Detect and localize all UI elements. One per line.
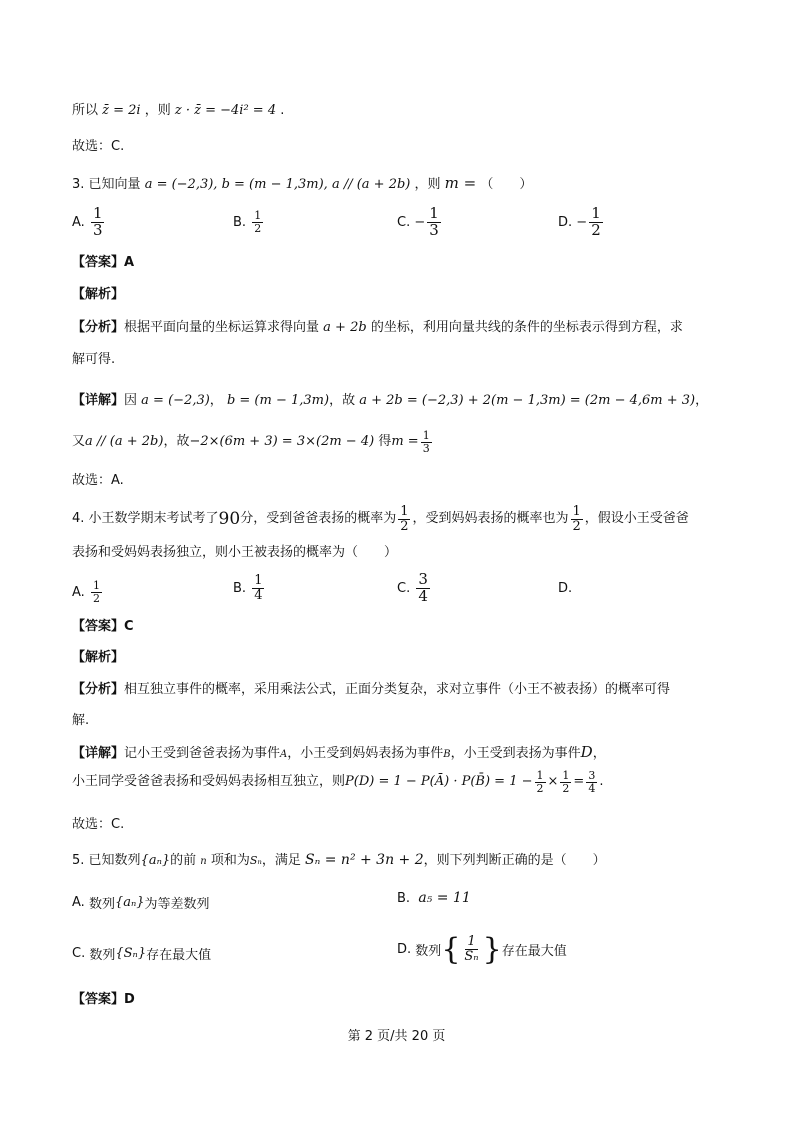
- fraction: [586, 770, 597, 794]
- text: ，小王受到表扬为事件: [450, 746, 581, 761]
- text: ，受到妈妈表扬的概率也为: [412, 511, 569, 527]
- option-label: A.: [72, 214, 85, 230]
- numerator: 1: [591, 204, 601, 222]
- math-expr: P(D) = 1 − P(Ā) · P(B̄) = 1 −: [345, 774, 533, 790]
- numerator: 1: [254, 573, 263, 588]
- math-expr: a = (−2,3): [141, 393, 210, 408]
- numerator: 1: [92, 579, 100, 592]
- option-label: C.: [72, 946, 86, 961]
- q3-xiangjie-line-2: [72, 430, 733, 454]
- math-expr: Sₙ = n² + 3n + 2: [305, 852, 424, 868]
- option-label: C.: [397, 214, 411, 230]
- numerator: 3: [588, 769, 596, 782]
- option-label: B.: [233, 580, 247, 596]
- q3-option-b: [233, 210, 265, 234]
- q3-analysis-head: 【解析】: [72, 287, 125, 302]
- text: ，: [695, 393, 709, 408]
- numerator: 1: [92, 204, 103, 222]
- fraction: [398, 505, 410, 533]
- q4-stem-line-1: [72, 505, 733, 533]
- text: 4. 小王数学期末考试考了: [72, 511, 219, 527]
- solution-line-1: [72, 101, 733, 121]
- numerator: 1: [536, 769, 544, 782]
- math-expr: a₅ = 11: [418, 890, 471, 906]
- math-expr: a + 2b: [323, 320, 367, 335]
- fraction: [560, 770, 571, 794]
- section-tag: 【详解】: [72, 393, 125, 408]
- q3-stem: [72, 173, 733, 195]
- fraction: [571, 505, 583, 533]
- denominator: 2: [536, 781, 544, 795]
- text: ，满足: [261, 853, 301, 868]
- fraction: [589, 206, 603, 239]
- q4-option-a: [72, 580, 104, 604]
- math-expr: z̄ = 2i: [102, 103, 141, 118]
- text: 存在最大值: [501, 944, 567, 959]
- text: 存在最大值: [146, 948, 212, 963]
- numerator: 1: [400, 504, 409, 519]
- option-label: C.: [397, 580, 411, 596]
- q4-stem-line-2: 表扬和受妈妈表扬独立，则小王被表扬的概率为（ ）: [72, 545, 398, 560]
- fraction: [252, 574, 264, 602]
- numerator: 1: [572, 504, 581, 519]
- q3-fenxi-line-2: 解可得.: [72, 352, 116, 367]
- text: .: [280, 103, 285, 118]
- text: 数列: [88, 897, 115, 912]
- q4-choose: 故选：C.: [72, 817, 125, 832]
- sign: −: [576, 214, 588, 230]
- text: 项和为: [210, 853, 250, 868]
- denominator: 3: [92, 220, 103, 239]
- numerator: 1: [467, 934, 476, 950]
- section-tag: 【分析】: [72, 320, 125, 335]
- choose-line: 故选：C.: [72, 139, 125, 154]
- q3-option-d: [558, 206, 605, 239]
- q4-option-c: [397, 572, 432, 605]
- text: ，小王受到妈妈表扬为事件: [287, 746, 444, 761]
- option-label: D.: [558, 581, 573, 596]
- text: 因: [124, 393, 138, 408]
- text: 3. 已知向量: [72, 177, 141, 192]
- sign: −: [414, 214, 426, 230]
- q3-option-a: [72, 206, 106, 239]
- fraction: [416, 572, 430, 605]
- text: 数列: [89, 948, 116, 963]
- denominator: Sₙ: [464, 949, 479, 964]
- denominator: 4: [588, 781, 596, 795]
- math-expr: b = (m − 1,3m): [226, 393, 330, 408]
- math-expr: a + 2b = (−2,3) + 2(m − 1,3m) = (2m − 4,6m + 3): [359, 393, 696, 408]
- math-var: n: [200, 856, 207, 867]
- q3-option-c: [397, 206, 443, 239]
- section-tag: 【详解】: [72, 746, 125, 761]
- fraction: [252, 210, 263, 234]
- option-label: B.: [233, 214, 247, 230]
- math-expr: a // (a + 2b): [85, 434, 164, 450]
- denominator: 4: [418, 586, 428, 605]
- q5-option-b: [397, 890, 471, 906]
- text: 根据平面向量的坐标运算求得向量: [124, 320, 320, 335]
- fraction: [91, 206, 105, 239]
- math-var: m =: [391, 434, 419, 450]
- numerator: 1: [562, 769, 570, 782]
- denominator: 3: [429, 220, 439, 239]
- q4-option-b: [233, 574, 266, 602]
- q5-option-a: [72, 893, 210, 912]
- denominator: 3: [422, 441, 430, 455]
- option-label: B.: [397, 890, 411, 906]
- text: .: [599, 774, 604, 790]
- q3-answer: 【答案】A: [72, 255, 135, 270]
- q4-xiangjie-line-2: [72, 770, 733, 794]
- text: 的前: [170, 853, 197, 868]
- q5-stem: [72, 850, 733, 872]
- section-tag: 【分析】: [72, 682, 125, 697]
- text: 相互独立事件的概率，采用乘法公式，正面分类复杂，求对立事件（小王不被表扬）的概率可得: [124, 682, 671, 697]
- denominator: 4: [254, 587, 263, 603]
- numerator: 1: [429, 204, 439, 222]
- q3-xiangjie-line-1: [72, 391, 733, 411]
- right-brace: }: [482, 932, 502, 967]
- denominator: 2: [591, 220, 601, 239]
- numerator: 1: [254, 209, 262, 222]
- operator: ×: [547, 774, 559, 790]
- text: 的坐标，利用向量共线的条件的坐标表示得到方程，求: [370, 320, 683, 335]
- math-var: Sₙ: [249, 854, 262, 867]
- q4-answer: 【答案】C: [72, 619, 134, 634]
- event-symbol: B: [443, 749, 451, 760]
- option-label: A.: [72, 895, 85, 910]
- text: 得: [378, 434, 392, 450]
- text: ，假设小王受爸爸: [584, 511, 689, 527]
- text: 又: [72, 434, 86, 450]
- event-symbol: A: [280, 749, 288, 760]
- q5-option-d: [397, 932, 567, 967]
- fraction: [427, 206, 441, 239]
- math-expr: a = (−2,3), b = (m − 1,3m), a // (a + 2b): [144, 177, 411, 192]
- q4-xiangjie-line-1: [72, 742, 733, 765]
- text: ，故: [329, 393, 356, 408]
- text: 记小王受到爸爸表扬为事件: [124, 746, 281, 761]
- text: ，则: [144, 103, 171, 118]
- math-expr: {aₙ}: [114, 895, 145, 910]
- text: 为等差数列: [144, 897, 210, 912]
- q4-fenxi-line-2: 解.: [72, 713, 90, 728]
- q5-answer: 【答案】D: [72, 992, 135, 1007]
- text: 小王同学受爸爸表扬和受妈妈表扬相互独立，则: [72, 774, 346, 790]
- fraction: [421, 430, 432, 454]
- numerator: 1: [422, 429, 430, 442]
- q4-option-d: [558, 581, 572, 596]
- score-number: 90: [218, 509, 241, 530]
- denominator: 2: [254, 221, 262, 235]
- q3-choose: 故选：A.: [72, 473, 124, 488]
- denominator: 2: [572, 518, 581, 534]
- q4-analysis-head: 【解析】: [72, 650, 125, 665]
- math-var: m =: [444, 174, 477, 192]
- q5-option-c: [72, 944, 211, 963]
- text: ，: [209, 393, 223, 408]
- option-label: A.: [72, 584, 85, 600]
- text: ，故: [163, 434, 190, 450]
- numerator: 3: [418, 570, 428, 588]
- operator: =: [573, 774, 585, 790]
- fraction: [535, 770, 546, 794]
- page-footer: 第 2 页/共 20 页: [347, 1029, 446, 1044]
- text: （ ）: [480, 177, 533, 192]
- q4-fenxi-line-1: [72, 680, 733, 700]
- text: 所以: [72, 103, 99, 118]
- option-label: D.: [558, 214, 573, 230]
- text: 分，受到爸爸表扬的概率为: [240, 511, 397, 527]
- text: 数列: [415, 944, 442, 959]
- denominator: 2: [400, 518, 409, 534]
- text: ，则下列判断正确的是（ ）: [423, 853, 606, 868]
- left-brace: {: [441, 932, 461, 967]
- denominator: 2: [92, 591, 100, 605]
- option-label: D.: [397, 942, 412, 957]
- text: ，则: [414, 177, 441, 192]
- math-expr: z · z̄ = −4i² = 4: [174, 103, 277, 118]
- fraction: [462, 935, 480, 963]
- math-expr: {aₙ}: [140, 853, 171, 868]
- event-symbol: D: [580, 743, 593, 761]
- math-expr: −2×(6m + 3) = 3×(2m − 4): [189, 434, 375, 450]
- fraction: [91, 580, 102, 604]
- text: ，: [592, 746, 606, 761]
- q3-fenxi-line-1: [72, 318, 733, 338]
- math-expr: {Sₙ}: [115, 946, 147, 961]
- denominator: 2: [562, 781, 570, 795]
- text: 5. 已知数列: [72, 853, 141, 868]
